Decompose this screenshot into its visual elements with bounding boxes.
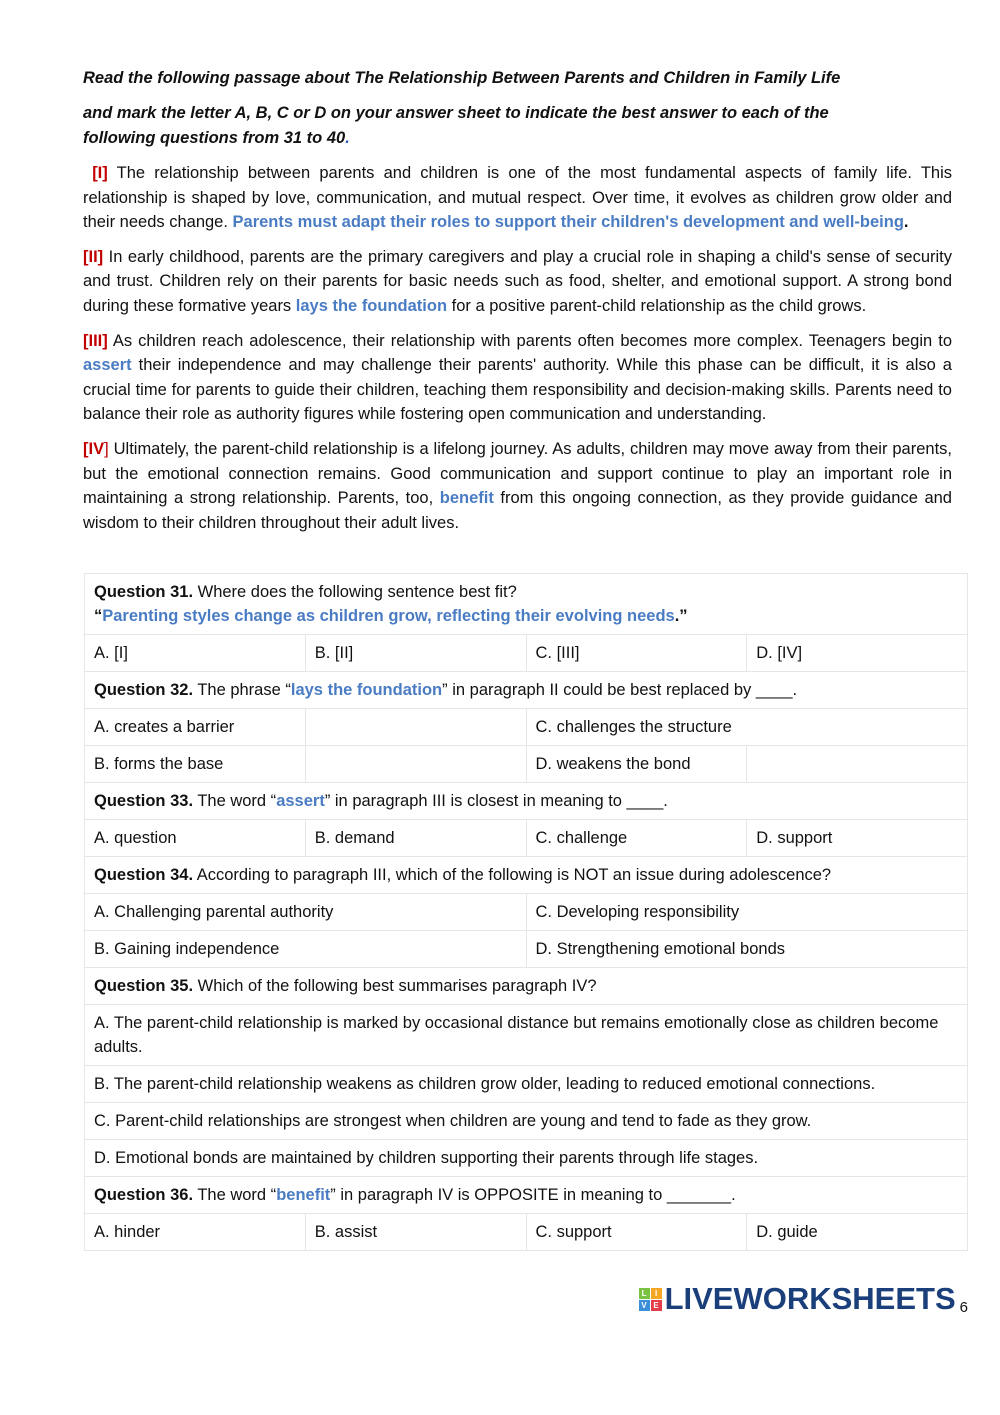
page-number: 6 [959,1299,968,1317]
instructions-text: and mark the letter A, B, C or D on your answer sheet to indicate the best answer to each of the following questions from 31 to 40 [83,104,829,147]
paragraph-text: As children reach adolescence, their relationship with parents often becomes more complex. Teenagers begin to [107,331,952,350]
paragraph-text: from this ongoing connection, as they provide guidance and wisdom to their children throughout their adult lives. [83,489,952,532]
question-text: ” in paragraph III is closest in meaning to ____. [324,792,668,811]
option-b[interactable]: B. forms the base [85,746,306,783]
option-d[interactable]: D. Strengthening emotional bonds [526,931,968,968]
instructions-line2 [83,101,903,151]
options-row [85,709,968,746]
paragraph-2 [83,245,952,319]
option-c[interactable]: C. [III] [526,635,747,672]
passage [83,161,952,535]
options-row [85,1103,968,1140]
option-d[interactable]: D. Emotional bonds are maintained by children supporting their parents through life stages. [85,1140,968,1177]
option-d[interactable]: D. weakens the bond [526,746,747,783]
instructions [83,66,903,151]
logo-text: LIVEWORKSHEETS [664,1281,956,1317]
quote-mark: “ [94,607,103,626]
paragraph-text: their independence and may challenge their parents' authority. While this phase can be difficult, it is also a crucial time for parents to guide their children, teaching them responsibility and decision-making skills. Parents need to balance their role as authority figures while fostering open communication and understanding. [83,356,952,424]
option-d[interactable]: D. [IV] [747,635,968,672]
question-text: The phrase “ [193,681,291,700]
option-b[interactable]: B. demand [305,820,526,857]
option-a[interactable]: A. [I] [85,635,306,672]
question-text: Which of the following best summarises paragraph IV? [193,977,597,996]
questions-table [84,573,968,1251]
question-label: Question 35. [94,977,194,996]
question-34-row [85,857,968,894]
empty-cell [305,709,526,746]
option-b[interactable]: B. The parent-child relationship weakens as children grow older, leading to reduced emotional connections. [85,1066,968,1103]
paragraph-text: In early childhood, parents are the primary caregivers and play a crucial role in shaping a child's sense of security and trust. Children rely on their parents for basic needs such as food, shelter, and emotional support. A strong bond during these formative years [83,247,952,315]
options-row [85,820,968,857]
liveworksheets-logo [639,1281,956,1317]
option-c[interactable]: C. Developing responsibility [526,894,968,931]
question-text: According to paragraph III, which of the following is NOT an issue during adolescence? [193,866,832,885]
question-35-row [85,968,968,1005]
question-text: The word “ [193,1186,277,1205]
option-a[interactable]: A. Challenging parental authority [85,894,527,931]
logo-letter: V [639,1300,650,1311]
question-33-row [85,783,968,820]
question-text: Where does the following sentence best fit? [193,583,517,602]
paragraph-text: Ultimately, the parent-child relationship is a lifelong journey. As adults, children may move away from their parents, but the emotional connection remains. Good communication and support continue to play an important role in maintaining a strong relationship. Parents, too, [83,439,952,508]
option-c[interactable]: C. challenge [526,820,747,857]
paragraph-1 [83,161,952,235]
options-row [85,1140,968,1177]
highlight-text: benefit [439,489,494,508]
question-label: Question 33. [94,792,194,811]
question-text: ” in paragraph II could be best replaced by ____. [442,681,798,700]
logo-letter: E [651,1300,662,1311]
option-b[interactable]: B. assist [305,1214,526,1251]
highlight-text: assert [276,792,325,811]
option-d[interactable]: D. support [747,820,968,857]
question-label: Question 36. [94,1186,194,1205]
empty-cell [305,746,526,783]
option-a[interactable]: A. hinder [85,1214,306,1251]
paragraph-3 [83,329,952,427]
options-row [85,894,968,931]
highlight-text: assert [83,356,132,375]
highlight-text: lays the foundation [290,681,443,700]
empty-cell [747,746,968,783]
question-36-row [85,1177,968,1214]
question-label: Question 34. [94,866,194,885]
options-row [85,1214,968,1251]
logo-letter: L [639,1288,650,1299]
question-text: ” in paragraph IV is OPPOSITE in meaning to _______. [330,1186,736,1205]
paragraph-tag: [I] [92,164,108,182]
quote-mark: .” [674,607,688,626]
paragraph-tag: [III] [83,331,108,350]
logo-blocks-icon [639,1288,662,1311]
logo-letter: I [651,1288,662,1299]
option-a[interactable]: A. creates a barrier [85,709,306,746]
options-row [85,1066,968,1103]
options-row [85,1005,968,1066]
instructions-line1: Read the following passage about The Relationship Between Parents and Children in Family Life [83,69,841,87]
highlight-text: benefit [276,1186,331,1205]
option-c[interactable]: C. challenges the structure [526,709,968,746]
paragraph-tag-bracket: ] [104,439,109,458]
paragraph-tag: [IV [83,439,105,458]
question-text: The word “ [193,792,277,811]
question-31-row [85,574,968,635]
highlight-text: lays the foundation [295,296,448,315]
paragraph-text: The relationship between parents and children is one of the most fundamental aspects of family life. This relationship is shaped by love, communication, and mutual respect. Over time, it evolves as children grow older and their needs change. [83,164,952,232]
highlight-text: Parents must adapt their roles to support their children's development and well-being [232,213,904,232]
option-d[interactable]: D. guide [747,1214,968,1251]
footer [83,1281,968,1317]
option-c[interactable]: C. support [526,1214,747,1251]
option-b[interactable]: B. Gaining independence [85,931,527,968]
instructions-dot: . [345,129,350,147]
question-32-row [85,672,968,709]
option-c[interactable]: C. Parent-child relationships are strongest when children are young and tend to fade as they grow. [85,1103,968,1140]
options-row [85,635,968,672]
option-a[interactable]: A. The parent-child relationship is marked by occasional distance but remains emotionally close as children become adults. [85,1005,968,1066]
paragraph-text: for a positive parent-child relationship as the child grows. [447,296,867,315]
options-row [85,931,968,968]
paragraph-text: . [903,213,909,232]
option-b[interactable]: B. [II] [305,635,526,672]
question-label: Question 32. [94,681,194,700]
paragraph-4 [83,437,952,535]
options-row [85,746,968,783]
quoted-sentence: Parenting styles change as children grow, reflecting their evolving needs [102,607,675,626]
paragraph-tag: [II] [83,247,104,266]
option-a[interactable]: A. question [85,820,306,857]
question-label: Question 31. [94,583,194,602]
